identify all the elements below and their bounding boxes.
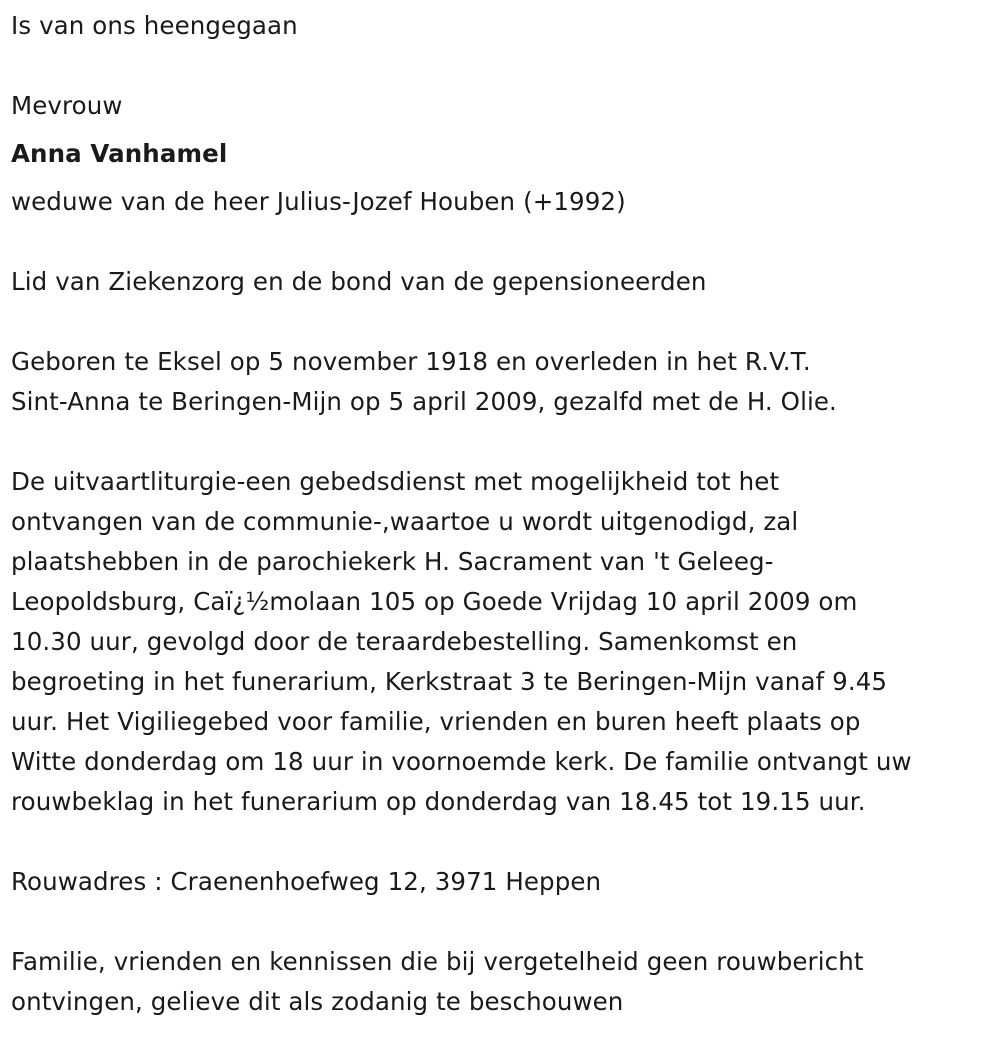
liturgy-line: plaatshebben in de parochiekerk H. Sacrament van 't Geleeg- — [11, 547, 774, 576]
birth-death-line: Sint-Anna te Beringen-Mijn op 5 april 2009, gezalfd met de H. Olie. — [11, 387, 837, 416]
birth-death-line: Geboren te Eksel op 5 november 1918 en overleden in het R.V.T. — [11, 347, 811, 376]
liturgy-line: Leopoldsburg, Caï¿½molaan 105 op Goede Vrijdag 10 april 2009 om — [11, 587, 858, 616]
liturgy-line: De uitvaartliturgie-een gebedsdienst met mogelijkheid tot het — [11, 467, 780, 496]
liturgy-line: begroeting in het funerarium, Kerkstraat 3 te Beringen-Mijn vanaf 9.45 — [11, 667, 888, 696]
liturgy-line: rouwbeklag in het funerarium op donderdag van 18.45 tot 19.15 uur. — [11, 787, 866, 816]
liturgy-line: ontvangen van de communie-,waartoe u wordt uitgenodigd, zal — [11, 507, 799, 536]
closing-line: ontvingen, gelieve dit als zodanig te beschouwen — [11, 987, 624, 1016]
salutation: Mevrouw — [11, 91, 123, 120]
liturgy-line: 10.30 uur, gevolgd door de teraardebestelling. Samenkomst en — [11, 627, 798, 656]
deceased-name: Anna Vanhamel — [11, 139, 228, 168]
mourning-address: Rouwadres : Craenenhoefweg 12, 3971 Heppen — [11, 867, 602, 896]
intro-text: Is van ons heengegaan — [11, 11, 298, 40]
liturgy-line: Witte donderdag om 18 uur in voornoemde kerk. De familie ontvangt uw — [11, 747, 912, 776]
closing-line: Familie, vrienden en kennissen die bij vergetelheid geen rouwbericht — [11, 947, 864, 976]
liturgy-line: uur. Het Vigiliegebed voor familie, vrienden en buren heeft plaats op — [11, 707, 861, 736]
membership-text: Lid van Ziekenzorg en de bond van de gepensioneerden — [11, 267, 707, 296]
widow-of-text: weduwe van de heer Julius-Jozef Houben (+1992) — [11, 187, 626, 216]
